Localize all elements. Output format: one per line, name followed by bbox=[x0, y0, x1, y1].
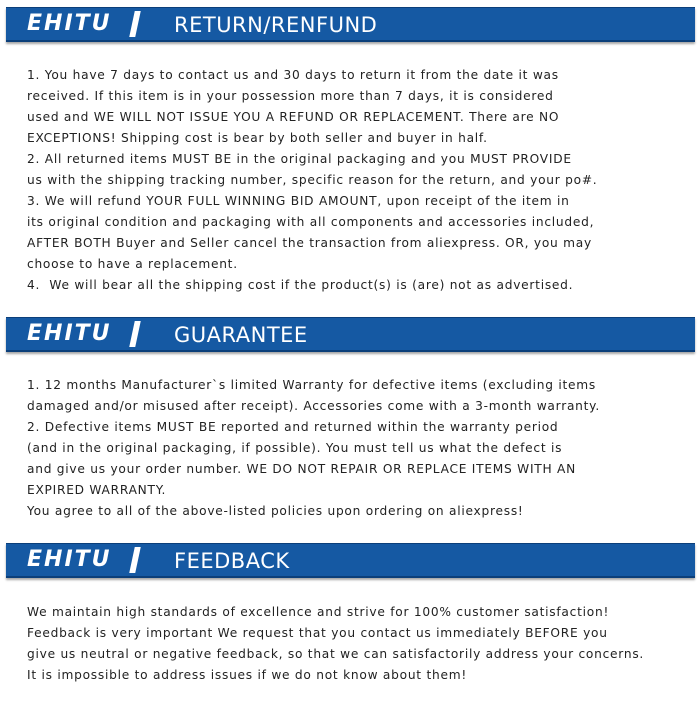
divider-slash bbox=[129, 547, 141, 573]
divider-slash bbox=[129, 321, 141, 347]
text-line: and give us your order number. WE DO NOT REPAIR OR REPLACE ITEMS WITH AN bbox=[27, 462, 576, 476]
section-title: RETURN/RENFUND bbox=[174, 13, 378, 37]
text-line: EXCEPTIONS! Shipping cost is bear by both seller and buyer in half. bbox=[27, 131, 488, 145]
text-line: 4. We will bear all the shipping cost if the product(s) is (are) not as advertised. bbox=[27, 278, 574, 292]
text-line: us with the shipping tracking number, specific reason for the return, and your po#. bbox=[27, 173, 598, 187]
text-line: 2. All returned items MUST BE in the original packaging and you MUST PROVIDE bbox=[27, 152, 572, 166]
text-line: received. If this item is in your possession more than 7 days, it is considered bbox=[27, 89, 554, 103]
text-line: Feedback is very important We request that you contact us immediately BEFORE you bbox=[27, 626, 608, 640]
text-line: You agree to all of the above-listed policies upon ordering on aliexpress! bbox=[27, 504, 524, 518]
guarantee-banner bbox=[6, 317, 695, 352]
text-line: give us neutral or negative feedback, so that we can satisfactorily address your concerns. bbox=[27, 647, 645, 661]
return-refund-text bbox=[27, 65, 597, 296]
brand-logo: EHITU bbox=[27, 547, 112, 572]
text-line: AFTER BOTH Buyer and Seller cancel the transaction from aliexpress. OR, you may bbox=[27, 236, 592, 250]
text-line: damaged and/or misused after receipt). Accessories come with a 3-month warranty. bbox=[27, 399, 601, 413]
text-line: 1. 12 months Manufacturer`s limited Warranty for defective items (excluding items bbox=[27, 378, 596, 392]
text-line: its original condition and packaging with all components and accessories included, bbox=[27, 215, 595, 229]
text-line: (and in the original packaging, if possible). You must tell us what the defect is bbox=[27, 441, 563, 455]
divider-slash bbox=[129, 11, 141, 37]
brand-logo: EHITU bbox=[27, 321, 112, 346]
section-title: FEEDBACK bbox=[174, 549, 290, 573]
return-refund-banner bbox=[6, 7, 695, 42]
text-line: EXPIRED WARRANTY. bbox=[27, 483, 167, 497]
brand-logo: EHITU bbox=[27, 11, 112, 36]
text-line: used and WE WILL NOT ISSUE YOU A REFUND OR REPLACEMENT. There are NO bbox=[27, 110, 560, 124]
text-line: 2. Defective items MUST BE reported and returned within the warranty period bbox=[27, 420, 559, 434]
feedback-banner bbox=[6, 543, 695, 578]
text-line: We maintain high standards of excellence and strive for 100% customer satisfaction! bbox=[27, 605, 610, 619]
text-line: 1. You have 7 days to contact us and 30 days to return it from the date it was bbox=[27, 68, 559, 82]
text-line: 3. We will refund YOUR FULL WINNING BID AMOUNT, upon receipt of the item in bbox=[27, 194, 570, 208]
section-title: GUARANTEE bbox=[174, 323, 308, 347]
feedback-text bbox=[27, 602, 644, 686]
text-line: choose to have a replacement. bbox=[27, 257, 238, 271]
text-line: It is impossible to address issues if we do not know about them! bbox=[27, 668, 467, 682]
guarantee-text bbox=[27, 375, 600, 522]
